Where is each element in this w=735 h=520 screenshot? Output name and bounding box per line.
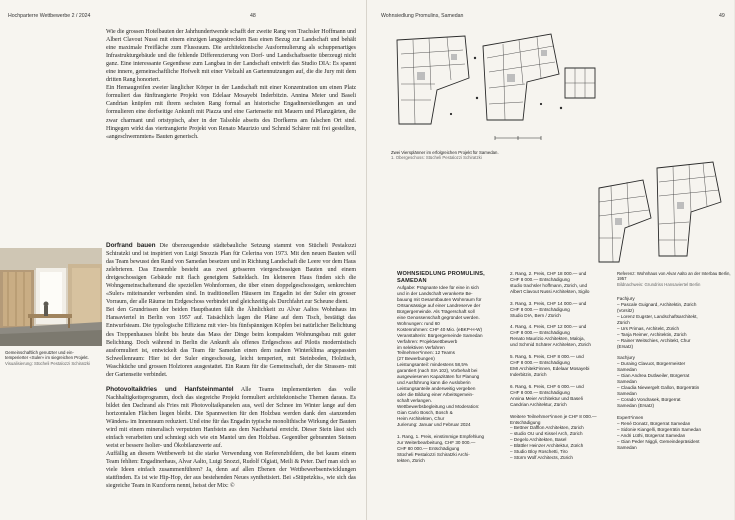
- jury-column: [617, 296, 729, 457]
- paragraph: Wie die grossen Hotelbauten der Jahrhundertwende schafft der zweite Rang von Trachsler Hoffmann und Albert Clavout Nussi mit einem einzigen langgestreckten Bau einen Bezug zur Landschaft und behält eine maximale Freifläche zum Flussraum. Die architektonische Ausformulierung als schuppenartiges Infrastrukturgebäude und die fehlende Differenzierung von Dorf- und Landschaftsseite überzeugt nicht ganz. Eine interessante Gegenthese zum Langbau in der Landschaft entwirft das Studio DIA: Es spannt eine innere, gemeinschaftliche Hofwelt mit einer Vielzahl an Gartennutzungen auf, die die Jury mit dem dritten Rang honoriert.: [106, 29, 356, 84]
- jury-member-line: – Rainer Weitschies, Architekt, Chur: [617, 337, 691, 343]
- page-number: 48: [250, 13, 256, 19]
- info-line: 5. Rang, 5. Preis, CHF 8 000.— und: [510, 354, 584, 360]
- jury-member-line: – Lorenz Eugster, Landschaftsarchitekt,: [617, 313, 698, 319]
- paragraph: Ein Hemaugreifen zweier länglicher Körper in der Landschaft mit einer Konzentration um einen Platz formuliert das fünftrangierte Projekt von Edelaar Mosayebi Inderbitzin. Annina Meier und Baseli Candrian knüpfen mit ihrem sechsten Rang formal an historische Engadinersiedlungen an und formulieren eine dorfseitige Ankunft mit Piazza und eine Gartenseite mit Mauern und Pflanzgärten, die zwar charmant und ortstypisch, aber in der Talsohle abseits des Dorfkerns am falschen Ort sind. Hingegen wirkt das viertrangierte Projekt von Renato Maurizio und Schmid Schärer mit frei gestellten, «angeschwemmten» Bauten generisch.: [106, 85, 356, 140]
- jury-member-line: (Vorsitz): [617, 307, 634, 313]
- caption-credit: Visualisierung: Stücheli Pestalozzi Schiratzki: [5, 360, 90, 366]
- ranking-lines: [510, 271, 620, 461]
- info-line: bauung mit Gesamtbauten Wohnraum für: [397, 296, 482, 302]
- info-line: Entschädigung: [510, 419, 541, 425]
- info-line: Veranstalterin: Bürgergemeinde Samedan: [397, 332, 483, 338]
- info-line: Aufgabe: Prägnante Idee für eine in sich: [397, 285, 479, 290]
- info-line: 1. Rang, 1. Preis, einstimmige Empfehlung: [397, 433, 485, 439]
- info-line: zur Weiterbearbeitung, CHF 30 000.—: [397, 439, 476, 445]
- floor-plan-winning-project: [391, 28, 601, 146]
- section-paragraph: [106, 386, 356, 450]
- info-line: schaft verlangen.: [397, 398, 432, 404]
- info-line: CHF 80 000.— Entschädigung: [397, 445, 460, 451]
- right-page: [367, 0, 734, 520]
- left-page: [0, 0, 367, 520]
- section-paragraph: [106, 242, 356, 306]
- info-line: 3. Rang, 3. Preis, CHF 14 000.— und: [510, 300, 587, 306]
- article-intro: [106, 28, 356, 141]
- info-line: – Bettner Dafflon Architekten, Zürich: [510, 425, 584, 431]
- jury-sections: [617, 296, 729, 457]
- section-title: Dorfrand bauen: [106, 242, 156, 249]
- info-line: Ortsansässige auf einer Landreserve der: [397, 302, 481, 308]
- interior-photo: [0, 248, 102, 346]
- info-line: Bürgergemeinde. Als Trägerschaft soll: [397, 308, 475, 314]
- caption-credit: Bildnachweis: Grundriss Hansaviertel Berlin: [617, 281, 701, 287]
- section-text: Die überzeugendste städtebauliche Setzung stammt von Stücheli Pestalozzi Schiratzki und ist inspiriert von Luigi Snozzis Plan für Celerina von 1973. Mit den neuen Bauten will das Team bewusst den Rand von Samedan besetzen und in Richtung Landschaft die Leere vor dem Haus zelebrieren. Das Ensemble besteht aus zwei grösseren viergeschossigen Bauten und einem dreigeschossigen Gebäude mit flach geneigtem Satteldach. Im kleineren Haus finden sich die Wohngemeinschaftenund die speziellen Wohnformen, die über einen doppelgeschossigen, senkrechten «Suler» miteinander verbunden sind. In traditionellen Häusern im Engadin ist der Suler ein grosser Vorraum, der alle Räume im Erdgeschoss verbindet und gleichzeitig als Durchfahrt zur Scheune dient.: [106, 243, 356, 306]
- info-line: und Schmid Schärer Architekten, Zürich: [510, 342, 591, 348]
- info-line: garantiert (nach SIA 102), Vorbehalt bei: [397, 368, 478, 374]
- ranking-column: [510, 271, 620, 461]
- info-line: CHF 8 000.— Entschädigung: [510, 389, 570, 395]
- section-paragraph: Bei den Grundrissen der beiden Hauptbauten fällt die Ähnlichkeit zu Alvar Aaltos Wohnhaus im Hansaviertel in Berlin von 1957 auf. Tatsächlich lagen die Pläne auf dem Tisch, bestätigt das Entwurfsteam. Die typologische Effizienz mit vier- bis fünfspännigen Köpfen bei natürlicher Belichtung des Treppenhauses bleibt bis heute das Mass der Dinge beim kompakten Wohnungsbau mit guter Belichtung. Doch während in Berlin die Ankunft als offenes Erdgeschoss auf Pilotis modernistisch ausformuliert ist, entwickelt das Team für Samedan einen dem rauhen Winterklima angepassten Schwellenraum: Hier ist der Suler eingeschossig, leicht temperiert, mit Steinboden, Holztisch, Waschküche und grossen Holztoren ausgestattet. Ein Raum für die Gemeinschaft, der die Strassen- mit der Gartenseite verbindet.: [106, 307, 356, 378]
- jury-member-line: – Pascale Guignard, Architektin, Zürich: [617, 301, 697, 307]
- jury-section-title: Sachjury: [617, 355, 635, 361]
- running-header: Wohnsiedlung Promulins, Samedan: [381, 13, 464, 19]
- section-text: Alle Teams implementierten das volle Nachhaltigkeitsprogramm, doch das siegreiche Projekt formuliert architektonische Themen daraus. Es bildet den Dachrand als Fries mit Photovoltaikpanelen aus, weil der Schnee im Winter lange auf den horizontalen Flächen liegen bleibt. Die Spannweiten für den Holzbau werden dank den «tanzenden Wänden» im Innenraum reduziert. Und eine für das Engadin typische monolithische Wirkung der Bauten wird mit einem mineralisch verputzten Hanfstein aus dem Nachbartal erreicht. Dieser Stein lässt sich einfach verarbeiten und schmiegt sich wie ein Mantel um den Holzbau. Gegenüber gebrannten Steinen weist er bessere Isolier- und Ökobilanzwerte auf.: [106, 386, 356, 450]
- plan-caption-2: [617, 271, 732, 287]
- info-line: CHF 8 000.— Entschädigung: [510, 306, 570, 312]
- info-title: WOHNSIEDLUNG PROMULINS,: [397, 271, 485, 277]
- info-line: – Studio Bloy Roschetti, Tiro: [510, 449, 568, 455]
- info-line: EMI Architekt*innen, Edelaar Mosayebi: [510, 366, 590, 372]
- jury-member-line: – Corado Vondrasek, Bürgerrat: [617, 397, 681, 403]
- info-line: und Ausführung kann die Ausloberin: [397, 380, 471, 386]
- info-line: CHF 8 000.— Entschädigung: [510, 330, 570, 336]
- caption-line: Referenz: Wohnhaus von Alvar Aalto an der Interbau Berlin, 1957: [617, 271, 731, 282]
- caption-line: Gemeinschaftlich genutzter und ein-: [5, 350, 74, 355]
- info-line: Gian Carlo Bosch, Bosch &: [397, 410, 453, 416]
- info-line: ausgewiesenen Kapazitäten für Planung: [397, 374, 480, 380]
- info-line: – Blättler Heinzer Architektur, Zürich: [510, 443, 584, 449]
- caption-line: Zwei Viersplänner im erfolgreichen Projekt für Samedan.: [391, 150, 499, 155]
- jury-member-line: Samedan (Ersatz): [617, 403, 655, 409]
- info-title: SAMEDAN: [397, 278, 427, 284]
- info-line: CHF 8 000.— Entschädigung: [510, 360, 570, 366]
- jury-member-line: – René Donatz, Bürgerrat Samedan: [617, 420, 691, 426]
- info-line: 2. Rang, 2. Preis, CHF 18 000.— und: [510, 271, 587, 276]
- plan-caption-1: [391, 150, 591, 161]
- info-line: Leistungsanteil: mindestens 58,5%: [397, 362, 468, 368]
- info-line: Albert Clavout Nussi Architekten, Sigilo: [510, 288, 590, 294]
- info-line: (27 Bewerbungen): [397, 356, 435, 362]
- info-line: Renato Maurizio Architekten, Maloja,: [510, 336, 585, 342]
- section-paragraph: Auffällig an diesem Wettbewerb ist die starke Verwendung von Referenzbildern, die bei kaum einem Team fehlten: Engadinerhaus, Alvar Aalto, Luigi Snozzi, Rudolf Olgiati, Meili & Peter. Darf man sich so viele Ideen einfach zusammenführen? Ja, denn auf allen Ebenen der Wettbewerbsentwicklungen stattfinden. Es ist wie Hip-Hop, der aus bestehenden Neues synthetisiert. Bei «Stüpetzkis», wie sich das siegreiche Team in Kurzform nennt, heisst der Mix: ©: [106, 451, 356, 490]
- competition-info-column: [397, 271, 507, 464]
- info-line: Jurierung: Januar und Februar 2024: [397, 421, 471, 427]
- article-sections: [106, 242, 356, 490]
- info-line: 6. Rang, 6. Preis, CHF 6 000.— und: [510, 383, 584, 389]
- info-line: Leistungsanteile anderweitig vergeben: [397, 386, 476, 392]
- running-header: Hochparterre Wettbewerbe 2 / 2024: [8, 13, 91, 19]
- jury-member-line: – Claudia Niewergelt Gallon, Bürgerrätin: [617, 385, 700, 391]
- info-line: Wohnungen: rund 60: [397, 320, 440, 326]
- info-line: – Degelo Architekten, Basel: [510, 437, 567, 443]
- info-lines: [397, 285, 507, 464]
- info-line: – studio OU und Kissel Arch, Zürich: [510, 431, 583, 437]
- jury-member-line: Samedan: [617, 379, 637, 385]
- jury-member-line: Samedan: [617, 444, 637, 450]
- info-line: Verfahren: Projektwettbewerb: [397, 338, 458, 344]
- jury-member-line: – Urs Primas, Architekt, Zürich: [617, 325, 680, 331]
- caption-line: temperierter «Suler» im siegreichen Projekt.: [5, 355, 89, 361]
- caption-credit: 1. Obergeschoss: Stücheli Pestalozzi Schiratzki: [391, 155, 482, 161]
- jury-member-line: Zürich: [617, 319, 630, 325]
- info-line: Annina Meier Architektur und Baseli: [510, 395, 583, 401]
- photo-caption: [5, 350, 105, 366]
- info-line: Studio DIA, Bern / Zürich: [510, 312, 561, 318]
- info-line: Weitere Teilnehmer*innen je CHF 8 000.—: [510, 413, 597, 419]
- jury-member-line: – Gian Andrea Dutlweiler, Bürgerrat: [617, 373, 690, 379]
- line-gap: [617, 451, 729, 457]
- jury-member-line: Samedan: [617, 391, 637, 397]
- jury-member-line: – Tanja Reimer, Architektin, Zürich: [617, 331, 687, 337]
- jury-member-line: – Andri Lüthi, Bürgerrat Samedan: [617, 432, 686, 438]
- info-line: Teilnehmer*innen: 12 Teams: [397, 350, 455, 356]
- jury-member-line: (Ersatz): [617, 343, 634, 349]
- info-line: Wettbewerbsbegleitung und Moderation:: [397, 404, 480, 410]
- jury-member-line: – Duraing Clavuot, Bürgermeister: [617, 361, 686, 367]
- info-line: 4. Rang, 4. Preis, CHF 12 000.— und: [510, 324, 587, 330]
- info-line: Stücheli Pestalozzi Schiratzki Archi-: [397, 451, 470, 457]
- info-line: im selektiven Verfahren: [397, 344, 445, 350]
- jury-member-line: Samedan: [617, 367, 637, 373]
- floor-plan-aalto-reference: [595, 158, 727, 268]
- info-line: Inderbitzin, Zürich: [510, 372, 547, 378]
- info-line: und in der Landschaft verankerte Be-: [397, 290, 473, 296]
- info-line: – Stürm Wolf Architects, Zürich: [510, 455, 573, 461]
- page-number: 49: [719, 13, 725, 19]
- info-line: Kostenrahmen: CHF 40 Mio. (eBKP-H-W): [397, 326, 483, 332]
- info-line: studio trachsler hoffmann, Zürich, und: [510, 282, 588, 288]
- jury-member-line: – Sidonie Kiangelli, Bürgerrätin Samedan: [617, 426, 702, 432]
- info-line: tekten, Zürich: [397, 457, 425, 463]
- jury-section-title: Fachjury: [617, 296, 635, 301]
- jury-member-line: – Gian Peder Niggli, Gemeindepräsident: [617, 438, 700, 444]
- info-line: Candrian Architektur, Zürich: [510, 401, 567, 407]
- info-line: oder die Bildung einer Arbeitsgemein-: [397, 392, 474, 398]
- jury-section-title: Expert*innen: [617, 414, 644, 420]
- section-title: Photovoltaikfries und Hanfsteinmantel: [106, 385, 234, 393]
- info-line: eine Genossenschaft gegründet werden.: [397, 314, 480, 320]
- info-line: Heim Architekten, Chur: [397, 415, 445, 421]
- info-line: CHF 8 000.— Entschädigung: [510, 276, 570, 282]
